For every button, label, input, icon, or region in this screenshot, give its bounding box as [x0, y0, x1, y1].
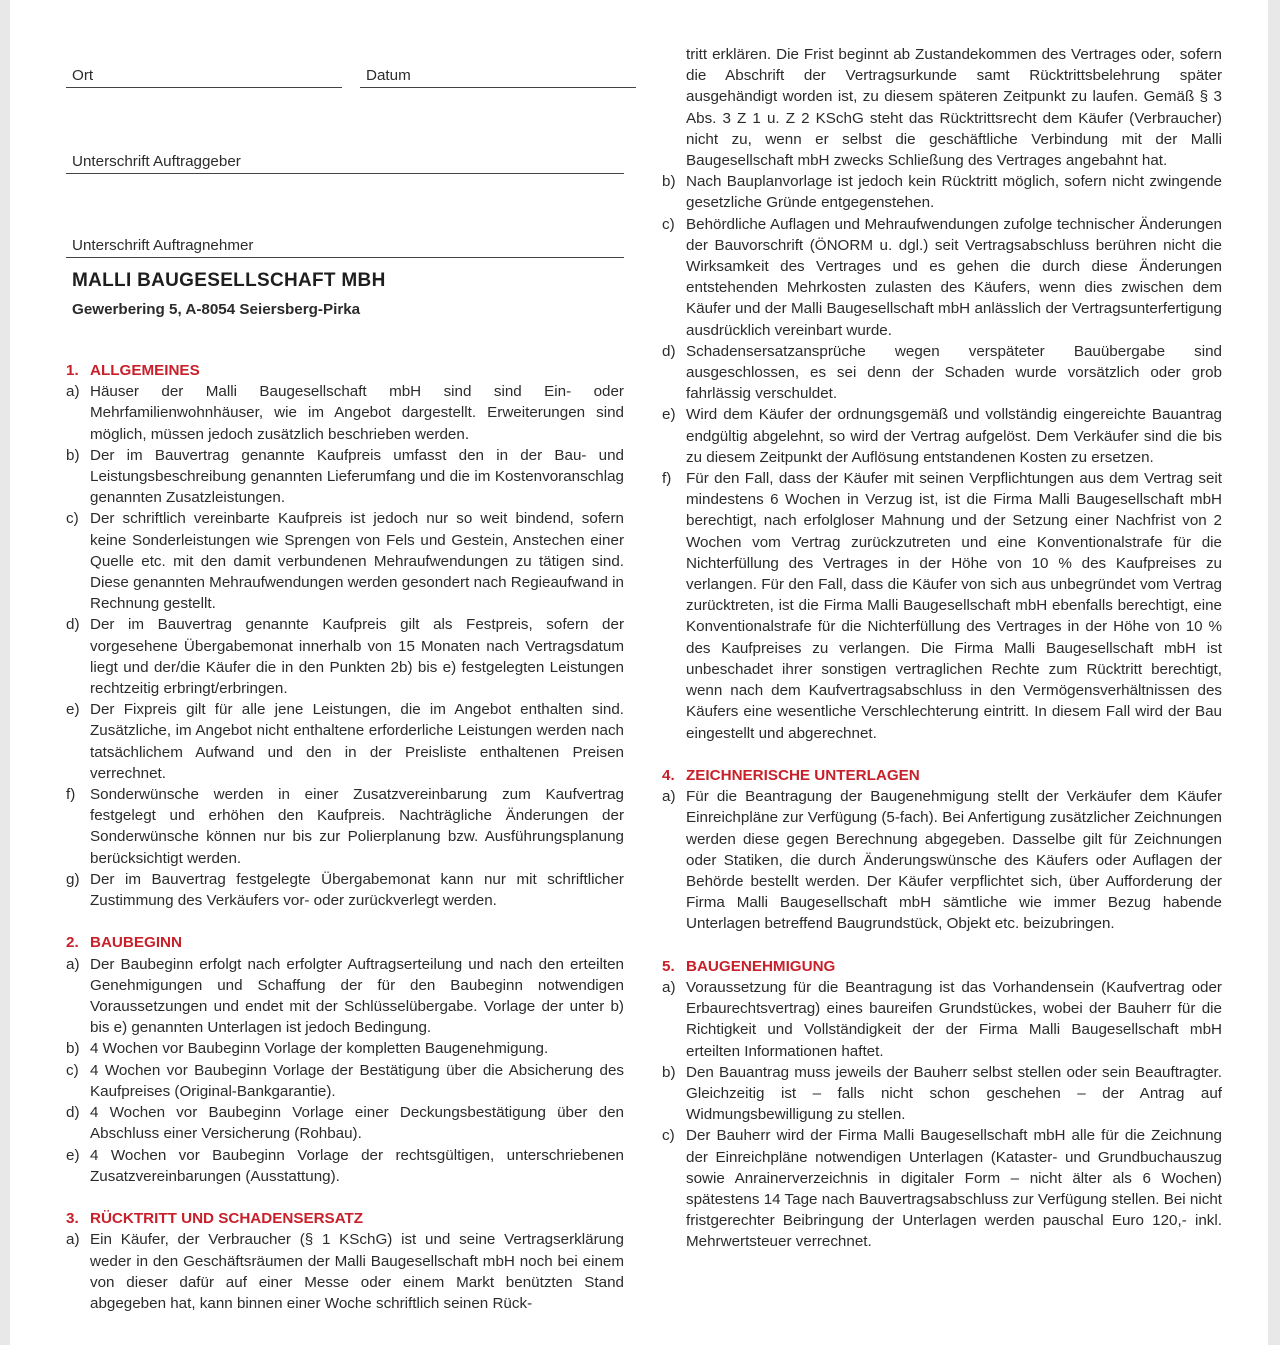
- item-label: d): [662, 342, 676, 360]
- auftragnehmer-label: Unterschrift Auftragnehmer: [72, 237, 254, 254]
- section-number: 5.: [662, 957, 675, 975]
- section-2: [66, 932, 624, 1186]
- section-title: ALLGEMEINES: [90, 362, 200, 379]
- datum-label: Datum: [366, 67, 411, 84]
- section-heading: [662, 956, 1222, 977]
- list-item: [662, 786, 1222, 934]
- item-text: 4 Wochen vor Baubeginn Vorlage der rechtsgültigen, unterschriebenen Zusatzvereinbarungen (Ausstattung).: [90, 1146, 624, 1185]
- item-label: b): [66, 1040, 80, 1058]
- list-item: [66, 784, 624, 869]
- list-item: [66, 445, 624, 509]
- item-text: Für die Beantragung der Baugenehmigung stellt der Verkäufer dem Käufer Einreichpläne zur Verfügung (5-fach). Bei Anfertigung zusätzlicher Zeichnungen werden diese gegen Berechnung abgegeben. Dasselbe gilt für Zeichnungen oder Statiken, die durch Änderungswünsche des Käufers oder Auflagen der Behörde bestellt werden. Der Käufer verpflichtet sich, über Aufforderung der Firma Malli Baugesellschaft mbH sämtliche wie immer Bezug habende Unterlagen betreffend Baugrundstück, Objekt etc. beizubringen.: [686, 788, 1222, 933]
- section-heading: [662, 765, 1222, 786]
- signature-auftragnehmer-line: [66, 236, 624, 258]
- item-label: d): [66, 616, 80, 634]
- item-text: Den Bauantrag muss jeweils der Bauherr selbst stellen oder sein Beauftragter. Gleichzeitig ist – falls nicht schon geschehen – der Antrag auf Widmungsbewilligung zu stellen.: [686, 1063, 1222, 1124]
- item-text: 4 Wochen vor Baubeginn Vorlage einer Deckungsbestätigung über den Abschluss einer Versicherung (Rohbau).: [90, 1104, 624, 1143]
- section-5: [662, 956, 1222, 1253]
- list-item: [66, 954, 624, 1039]
- item-label: a): [662, 978, 676, 996]
- item-text: Nach Bauplanvorlage ist jedoch kein Rücktritt möglich, sofern nicht zwingende gesetzliche Gründe entgegenstehen.: [686, 173, 1222, 212]
- section-4: [662, 765, 1222, 935]
- list-item: [662, 1062, 1222, 1126]
- item-label: c): [662, 215, 675, 233]
- item-text: Der Fixpreis gilt für alle jene Leistungen, die im Angebot enthalten sind. Zusätzliche, im Angebot nicht enthaltene erforderliche Leistungen werden nach tatsächlichem Aufwand und den in der Preisliste enthaltenen Preisen verrechnet.: [90, 701, 624, 782]
- section-number: 4.: [662, 766, 675, 784]
- list-item: [66, 1229, 624, 1314]
- company-name: MALLI BAUGESELLSCHAFT MBH: [72, 270, 386, 291]
- section-title: BAUGENEHMIGUNG: [686, 957, 836, 975]
- item-text: Der im Bauvertrag genannte Kaufpreis umfasst den in der Bau- und Leistungsbeschreibung genannten Lieferumfang und die im Kostenvoranschlag genannten Zusatzleistungen.: [90, 446, 624, 507]
- item-label: d): [66, 1104, 80, 1122]
- section-3-items-continued: [662, 171, 1222, 743]
- item-label: e): [66, 1146, 80, 1164]
- list-item: [662, 341, 1222, 405]
- section-heading: [66, 1208, 624, 1229]
- item-text: Für den Fall, dass der Käufer mit seinen Verpflichtungen aus dem Vertrag seit mindestens 6 Wochen in Verzug ist, ist die Firma Malli Baugesellschaft mbH berechtigt, nach erfolgloser Mahnung und der Setzung einer Nachfrist von 2 Wochen vom Vertrag zurückzutreten und eine Konventionalstrafe für die Nichterfüllung des Vertrages in der Höhe von 10 % des Kaufpreises zu verlangen. Für den Fall, dass die Käufer von sich aus unbegründet vom Vertrag zurücktreten, ist die Firma Malli Baugesellschaft mbH ebenfalls berechtigt, eine Konventionalstrafe für die Nichterfüllung des Vertrages in der Höhe von 10 % des Kaufpreises zu verlangen. Die Firma Malli Baugesellschaft mbH ist unbeschadet ihrer sonstigen vertraglichen Rechte zum Rücktritt berechtigt, wenn nach dem Kaufvertragsabschluss in den Vermögensverhältnissen des Käufers eine wesentliche Verschlechterung eintritt. In diesem Fall wird der Bau eingestellt und abgerechnet.: [686, 470, 1222, 742]
- item-text: Der Bauherr wird der Firma Malli Baugesellschaft mbH alle für die Zeichnung der Einreichpläne notwendigen Unterlagen (Kataster- und Grundbuchauszug sowie Anrainerverzeichnis in digitaler Form – nicht älter als 6 Wochen) spätestens 14 Tage nach Bauvertragsabschluss zur Verfügung stellen. Bei nicht fristgerechter Beibringung der Unterlagen werden pauschal Euro 120,- inkl. Mehrwertsteuer verrechnet.: [686, 1127, 1222, 1251]
- auftraggeber-label: Unterschrift Auftraggeber: [72, 153, 241, 170]
- item-label: a): [66, 383, 80, 401]
- document-page: [10, 0, 1268, 1345]
- list-item: [662, 1125, 1222, 1252]
- list-item: [66, 1060, 624, 1102]
- item-text: Schadensersatzansprüche wegen verspäteter Bauübergabe sind ausgeschlossen, es sei denn der Schaden wurde vorsätzlich oder grob fahrlässig verschuldet.: [686, 342, 1222, 403]
- section-title: BAUBEGINN: [90, 934, 182, 952]
- item-text: Der schriftlich vereinbarte Kaufpreis ist jedoch nur so weit bindend, sofern keine Sonderleistungen wie Sprengen von Fels und Gestein, Anstechen einer Quelle etc. mit den damit verbundenen Mehraufwendungen zu tätigen sind. Diese genannten Mehraufwendungen werden gesondert nach Regieaufwand in Rechnung gestellt.: [90, 510, 624, 613]
- item-label: f): [662, 470, 672, 488]
- item-text: Sonderwünsche werden in einer Zusatzvereinbarung zum Kaufvertrag festgelegt und erhöhen den Kaufpreis. Nachträgliche Änderungen der Sonderwünsche können nur bis zur Polierplanung bzw. Ausführungsplanung berücksichtigt werden.: [90, 786, 624, 867]
- list-item: [66, 869, 624, 911]
- item-text: Häuser der Malli Baugesellschaft mbH sind sind Ein- oder Mehrfamilienwohnhäuser, wie im Angebot dargestellt. Erweiterungen sind möglich, müssen jedoch zusätzlich beschrieben werden.: [90, 383, 624, 443]
- list-item: [66, 1102, 624, 1144]
- item-text: Der Baubeginn erfolgt nach erfolgter Auftragserteilung und nach den erteilten Genehmigungen und Schaffung der für den Baubeginn notwendigen Voraussetzungen und endet mit der Schlüsselübergabe. Vorlage der unter b) bis e) genannten Unterlagen ist jedoch Bedingung.: [90, 955, 624, 1037]
- signature-auftraggeber-line: [66, 152, 624, 174]
- item-text: Der im Bauvertrag festgelegte Übergabemonat kann nur mit schriftlicher Zustimmung des Verkäufers vor- oder zurückverlegt werden.: [90, 870, 624, 910]
- item-label: e): [66, 701, 80, 719]
- section-3: [66, 1208, 624, 1314]
- right-column: [662, 44, 1222, 1274]
- item-label: c): [66, 1061, 79, 1079]
- datum-line: [360, 66, 636, 88]
- list-item: [662, 977, 1222, 1062]
- item-text: Der im Bauvertrag genannte Kaufpreis gilt als Festpreis, sofern der vorgesehene Übergabemonat innerhalb von 15 Monaten nach Vertragsdatum liegt und der/die Käufer die in den Punkten 2b) bis e) festgelegten Leistungen rechtzeitig erbringt/erbringen.: [90, 616, 624, 698]
- item-label: a): [662, 788, 676, 806]
- item-label: g): [66, 870, 80, 888]
- section-number: 1.: [66, 362, 79, 379]
- section-number: 3.: [66, 1210, 79, 1228]
- list-item: [66, 614, 624, 699]
- item-text: Wird dem Käufer der ordnungsgemäß und vollständig eingereichte Bauantrag endgültig abgelehnt, so wird der Vertrag aufgelöst. Dem Verkäufer sind die bis zu diesem Zeitpunkt der Auflösung entstandenen Kosten zu ersetzen.: [686, 406, 1222, 466]
- item-label: a): [66, 955, 80, 973]
- ort-line: [66, 66, 342, 88]
- list-item: [662, 404, 1222, 468]
- section-3-continuation: tritt erklären. Die Frist beginnt ab Zustandekommen des Vertrages oder, sofern die Abschrift der Vertragsurkunde samt Rücktrittsbelehrung später ausgehändigt worden ist, zu diesem späteren Zeitpunkt zu laufen. Gemäß § 3 Abs. 3 Z 1 u. Z 2 KSchG steht das Rücktrittsrecht dem Käufer (Verbraucher) nicht zu, wenn er selbst die geschäftliche Verbindung mit der Malli Baugesellschaft mbH zwecks Schließung des Vertrages angebahnt hat.: [686, 46, 1222, 170]
- section-1: [66, 360, 624, 911]
- right-sections: [662, 765, 1222, 1253]
- item-text: Voraussetzung für die Beantragung ist das Vorhandensein (Kaufvertrag oder Erbaurechtsvertrag) eines baureifen Grundstückes, wobei der Bauherr für die Richtigkeit und Vollständigkeit der der Firma Malli Baugesellschaft mbH erteilten Informationen haftet.: [686, 978, 1222, 1060]
- item-text: 4 Wochen vor Baubeginn Vorlage der Bestätigung über die Absicherung des Kaufpreises (Original-Bankgarantie).: [90, 1061, 624, 1100]
- item-label: b): [662, 1063, 676, 1081]
- list-item: [662, 171, 1222, 213]
- left-sections: [66, 360, 624, 1335]
- item-text: 4 Wochen vor Baubeginn Vorlage der kompletten Baugenehmigung.: [90, 1040, 549, 1058]
- item-label: e): [662, 406, 676, 424]
- list-item: [662, 214, 1222, 341]
- list-item: [66, 508, 624, 614]
- list-item: [66, 699, 624, 784]
- section-title: RÜCKTRITT UND SCHADENSERSATZ: [90, 1210, 364, 1228]
- list-item: [66, 1038, 624, 1059]
- list-item: [66, 1145, 624, 1187]
- item-label: f): [66, 786, 76, 804]
- item-label: c): [662, 1127, 675, 1145]
- item-text: Ein Käufer, der Verbraucher (§ 1 KSchG) ist und seine Vertragserklärung weder in den Geschäftsräumen der Malli Baugesellschaft mbH noch bei einem von dieser dafür auf einer Messe oder einem Markt benützten Stand abgegeben hat, kann binnen einer Woche schriftlich seinen Rück-: [90, 1231, 624, 1312]
- item-label: a): [66, 1231, 80, 1249]
- section-title: ZEICHNERISCHE UNTERLAGEN: [686, 766, 920, 784]
- section-heading: [66, 932, 624, 953]
- item-text: Behördliche Auflagen und Mehraufwendungen zufolge technischer Änderungen der Bauvorschrift (ÖNORM u. dgl.) seit Vertragsabschluss berühren nicht die Wirksamkeit des Vertrages und es gehen die durch diese Änderungen entstehenden Mehrkosten zulasten des Käufers, wenn dies zwischen dem Käufer und der Malli Baugesellschaft mbH anlässlich der Vertragsunterfertigung ausdrücklich vereinbart wurde.: [686, 215, 1222, 339]
- section-number: 2.: [66, 934, 79, 952]
- item-label: c): [66, 510, 79, 528]
- list-item: [66, 381, 624, 445]
- section-heading: [66, 360, 624, 381]
- company-address: Gewerbering 5, A-8054 Seiersberg-Pirka: [72, 301, 361, 318]
- item-label: b): [662, 173, 676, 191]
- ort-label: Ort: [72, 67, 94, 84]
- list-item: [662, 468, 1222, 744]
- item-label: b): [66, 446, 80, 464]
